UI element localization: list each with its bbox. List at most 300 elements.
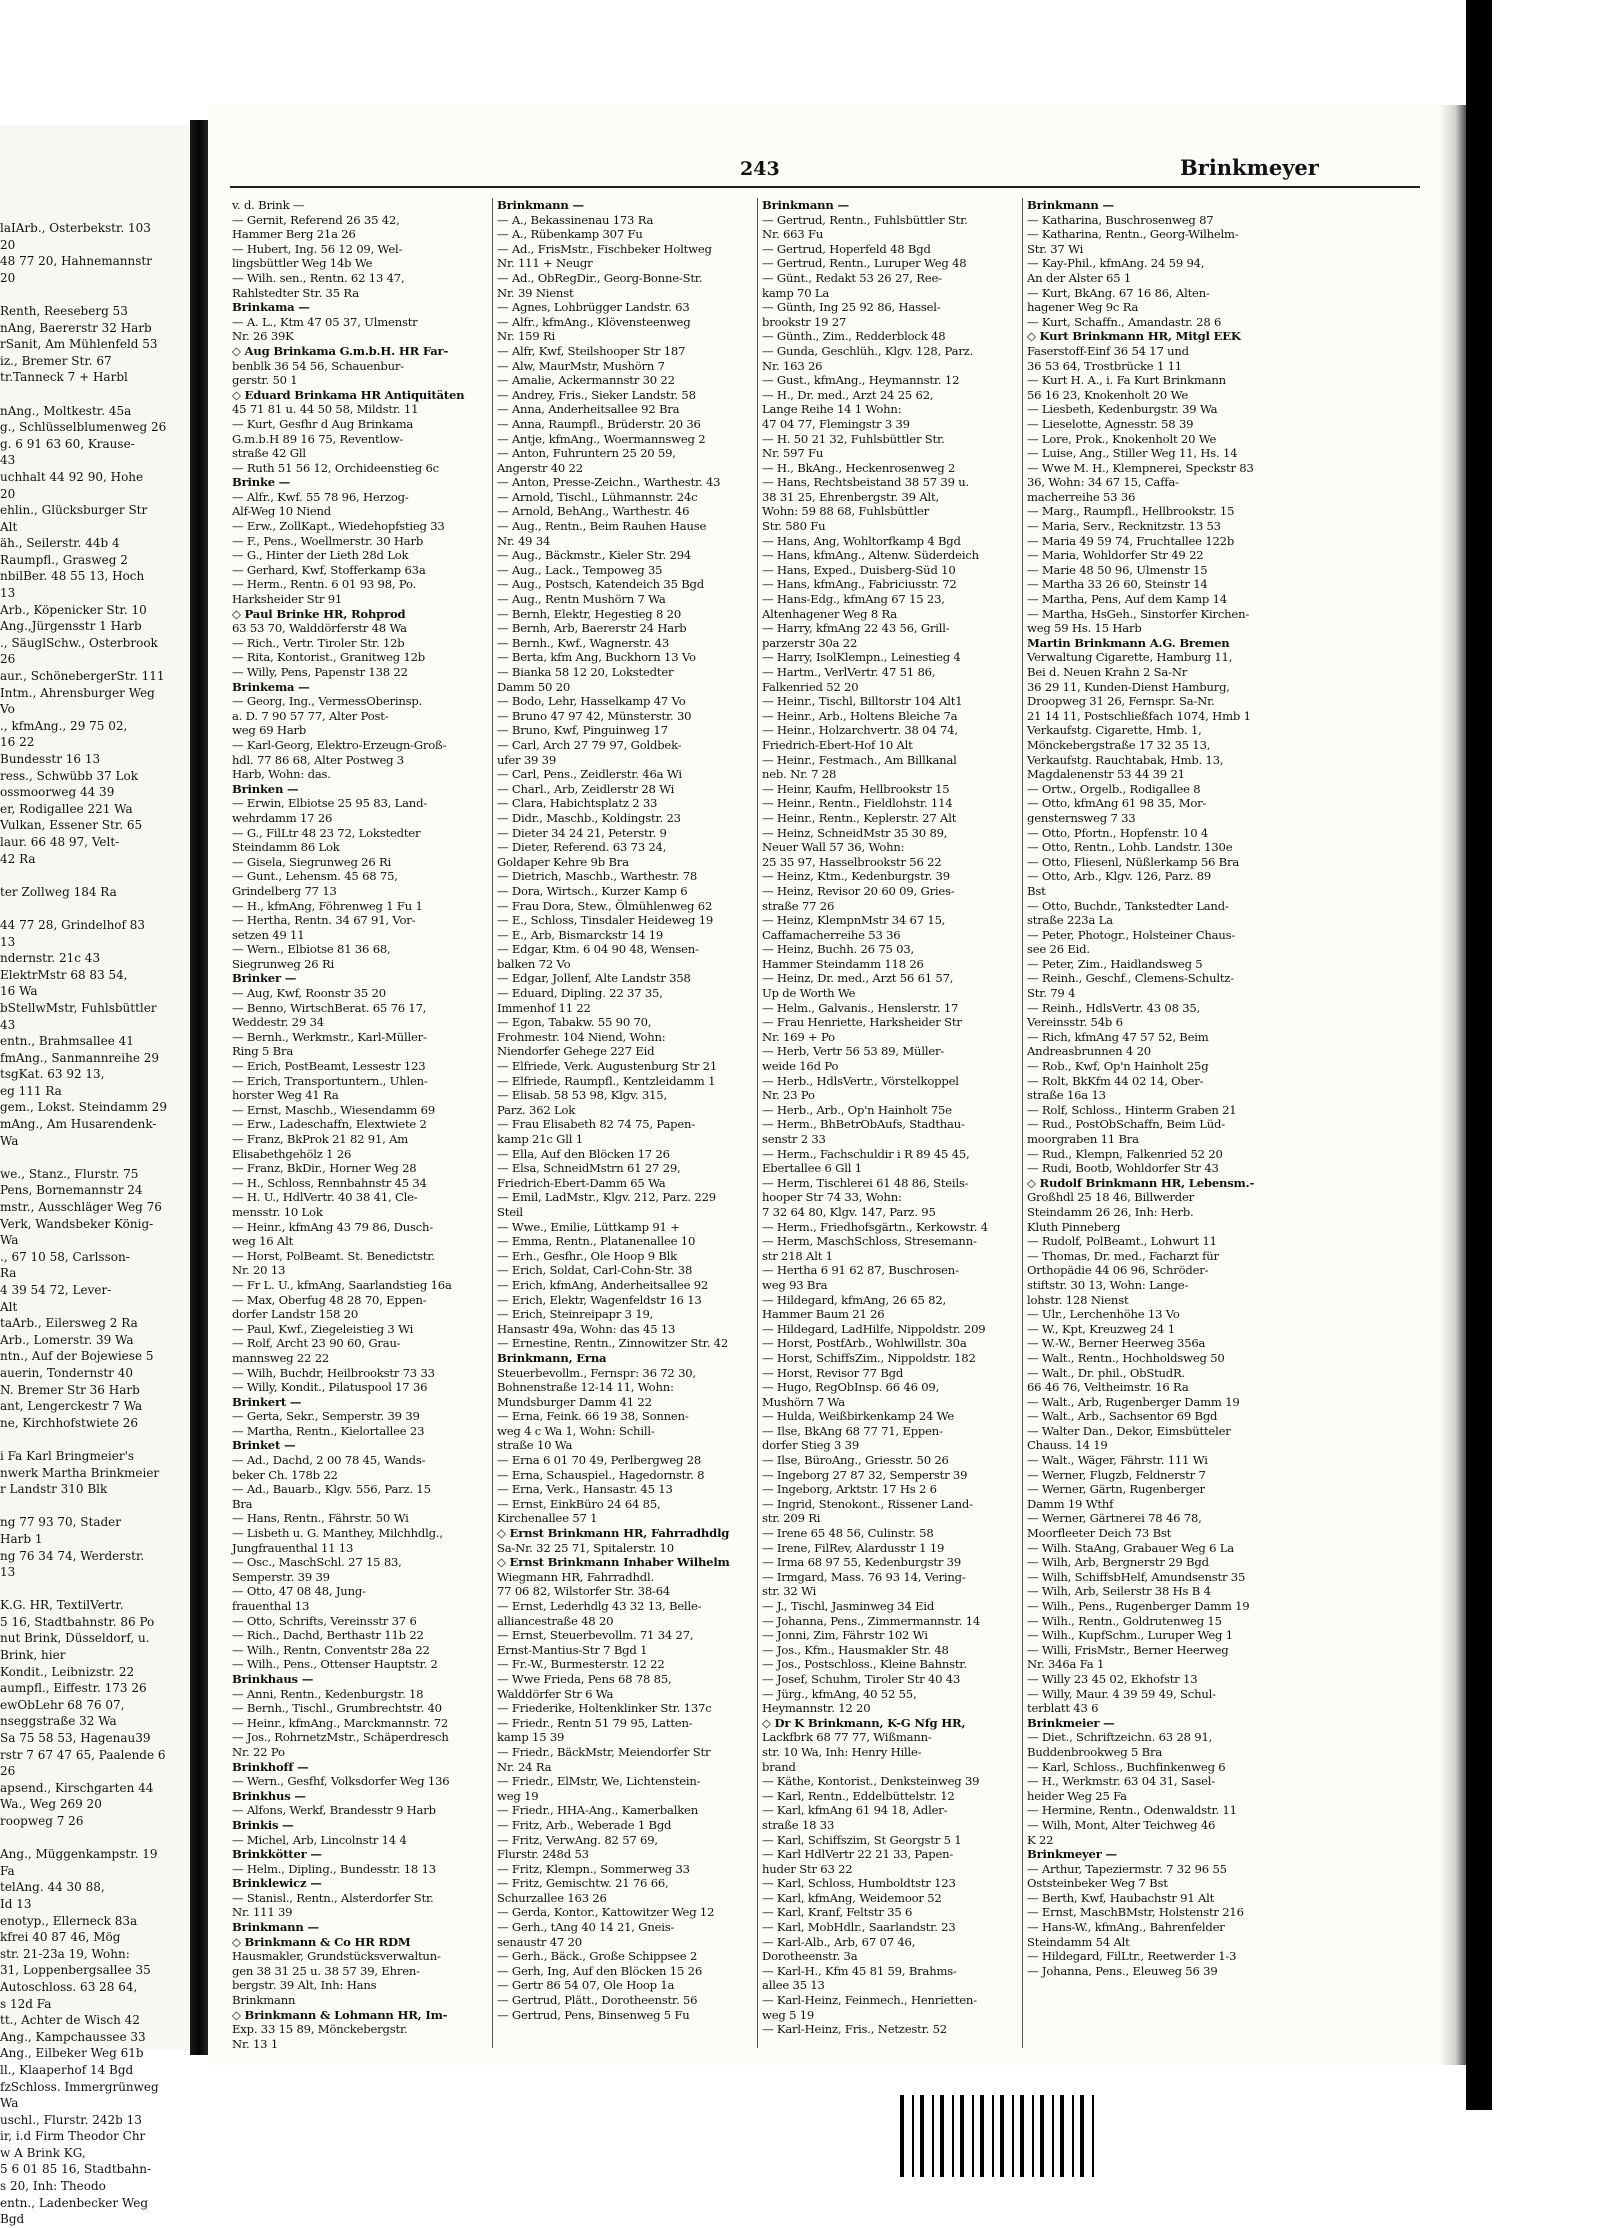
directory-entry-line: — H., Schloss, Rennbahnstr 45 34 — [232, 1175, 427, 1190]
directory-entry-line: — Martha 33 26 60, Steinstr 14 — [1027, 577, 1208, 592]
directory-entry-line: — Horst, PostfArb., Wohlwillstr. 30a — [762, 1336, 967, 1351]
directory-entry-line: — Wilh., Rentn., Goldrutenweg 15 — [1027, 1613, 1222, 1628]
left-page-line: 20 — [0, 486, 16, 501]
directory-entry-line: Harb, Wohn: das. — [232, 767, 331, 782]
left-page-line: auerin, Tondernstr 40 — [0, 1365, 133, 1380]
directory-entry-line: Brinken — — [232, 781, 299, 796]
directory-entry-line: Droopweg 31 26, Fernspr. Sa-Nr. — [1027, 694, 1215, 709]
directory-entry-line: — Walt., Rentn., Hochholdsweg 50 — [1027, 1350, 1225, 1365]
directory-entry-line: — Gerh., tAng 40 14 21, Gneis- — [497, 1920, 675, 1935]
directory-entry-line: Up de Worth We — [762, 986, 856, 1001]
directory-entry-line: gensternsweg 7 33 — [1027, 810, 1136, 825]
left-page-line: ll., Klaaperhof 14 Bgd — [0, 2062, 134, 2077]
left-page-line: ossmoorweg 44 39 — [0, 785, 115, 800]
left-page-line: fzSchloss. Immergrünweg — [0, 2079, 159, 2094]
left-page-line: ng 77 93 70, Stader — [0, 1515, 122, 1530]
left-page-line: 5 6 01 85 16, Stadtbahn- — [0, 2162, 152, 2177]
directory-entry-line: — Bernh., Werkmstr., Karl-Müller- — [232, 1029, 427, 1044]
directory-entry-line: ◇ Paul Brinke HR, Rohprod — [232, 606, 406, 621]
directory-entry-line: — H., kfmAng, Föhrenweg 1 Fu 1 — [232, 898, 423, 913]
directory-entry-line: — Friedr., ElMstr, We, Lichtenstein- — [497, 1774, 701, 1789]
directory-entry-line: — Marie 48 50 96, Ulmenstr 15 — [1027, 562, 1208, 577]
left-page-line: gem., Lokst. Steindamm 29 — [0, 1100, 168, 1115]
directory-entry-line: — Karl-Georg, Elektro-Erzeugn-Groß- — [232, 737, 447, 752]
directory-entry-line: — Max, Oberfug 48 28 70, Eppen- — [232, 1292, 427, 1307]
left-page-line: s 20, Inh: Theodo — [0, 2179, 106, 2194]
directory-entry-line: huder Str 63 22 — [762, 1861, 853, 1876]
directory-entry-line: — Otto, Buchdr., Tankstedter Land- — [1027, 898, 1229, 913]
directory-entry-line: Brinklewicz — — [232, 1876, 322, 1891]
left-page-line: Fa — [0, 1863, 15, 1878]
directory-entry-line: — Heinr., Festmach., Am Billkanal — [762, 752, 957, 767]
left-page-line: nwerk Martha Brinkmeier — [0, 1465, 160, 1480]
directory-entry-line: — Gertrud, Pens, Binsenweg 5 Fu — [497, 2007, 690, 2022]
directory-entry-line: Schurzallee 163 26 — [497, 1890, 607, 1905]
directory-entry-line: — Arnold, BehAng., Warthestr. 46 — [497, 504, 690, 519]
directory-entry-line: — Friederike, Holtenklinker Str. 137c — [497, 1701, 712, 1716]
directory-entry-line: Jungfrauenthal 11 13 — [232, 1540, 354, 1555]
directory-entry-line: — Herm., Friedhofsgärtn., Kerkowstr. 4 — [762, 1219, 988, 1234]
directory-entry-line: Damm 50 20 — [497, 679, 571, 694]
directory-entry-line: Steindamm 26 26, Inh: Herb. — [1027, 1204, 1194, 1219]
left-page-line: nAng, Baererstr 32 Harb — [0, 320, 152, 335]
directory-entry-line: Hammer Berg 21a 26 — [232, 227, 356, 242]
directory-entry-line: — Liesbeth, Kedenburgstr. 39 Wa — [1027, 402, 1218, 417]
left-page-line: r Landstr 310 Blk — [0, 1482, 108, 1497]
directory-entry-line: — Kurt, Schaffn., Amandastr. 28 6 — [1027, 314, 1222, 329]
left-page-line: Wa — [0, 1233, 19, 1248]
directory-entry-line: Brinket — — [232, 1438, 296, 1453]
directory-entry-line: — Lore, Prok., Knokenholt 20 We — [1027, 431, 1217, 446]
directory-entry-line: Großhdl 25 18 46, Billwerder — [1027, 1190, 1195, 1205]
directory-column-1 — [232, 198, 487, 2051]
left-page-line: 16 22 — [0, 735, 35, 750]
directory-entry-line: Hansastr 49a, Wohn: das 45 13 — [497, 1321, 676, 1336]
left-page-line: rSanit, Am Mühlenfeld 53 — [0, 337, 158, 352]
left-page-line: 48 77 20, Hahnemannstr — [0, 254, 152, 269]
directory-entry-line: straße 77 26 — [762, 898, 835, 913]
left-page-line: g., Schlüsselblumenweg 26 — [0, 420, 167, 435]
directory-entry-line: Lange Reihe 14 1 Wohn: — [762, 402, 902, 417]
directory-entry-line: moorgraben 11 Bra — [1027, 1132, 1139, 1146]
directory-entry-line: — Wilh, SchiffsbHelf, Amundsenstr 35 — [1027, 1569, 1246, 1584]
page-edge-shadow — [1440, 105, 1468, 2065]
directory-entry-line: — Maria 49 59 74, Fruchtallee 122b — [1027, 533, 1235, 548]
directory-entry-line: straße 223a La — [1027, 913, 1113, 928]
directory-entry-line: benblk 36 54 56, Schauenbur- — [232, 358, 404, 373]
directory-entry-line: — Horst, SchiffsZim., Nippoldstr. 182 — [762, 1350, 976, 1365]
directory-entry-line: ◇ Ernst Brinkmann HR, Fahrradhdlg — [497, 1526, 730, 1541]
directory-entry-line: ◇ Kurt Brinkmann HR, Mitgl EEK — [1027, 329, 1241, 344]
directory-entry-line: — Franz, BkDir., Horner Weg 28 — [232, 1161, 417, 1176]
directory-entry-line: — Wern., Elbiotse 81 36 68, — [232, 942, 391, 957]
directory-entry-line: Nr. 20 13 — [232, 1263, 286, 1278]
directory-entry-line: — H., Werkmstr. 63 04 31, Sasel- — [1027, 1774, 1215, 1789]
directory-entry-line: — Otto, Rentn., Lohb. Landstr. 130e — [1027, 840, 1233, 855]
directory-entry-line: — Thomas, Dr. med., Facharzt für — [1027, 1248, 1219, 1263]
directory-entry-line: Mönckebergstraße 17 32 35 13, — [1027, 737, 1211, 752]
directory-entry-line: — Ad., FrisMstr., Fischbeker Holtweg — [497, 241, 712, 256]
directory-entry-line: Brinkkötter — — [232, 1847, 322, 1862]
directory-entry-line: — Heinz, Ktm., Kedenburgstr. 39 — [762, 869, 950, 884]
left-page-line — [0, 1498, 192, 1515]
column-divider — [1022, 198, 1023, 2048]
directory-entry-line: — Peter, Zim., Haidlandsweg 5 — [1027, 956, 1203, 971]
directory-entry-line: — Gisela, Siegrunweg 26 Ri — [232, 854, 392, 869]
left-page-line: ir, i.d Firm Theodor Chr — [0, 2129, 146, 2144]
directory-entry-line: Niendorfer Gehege 227 Eid — [497, 1044, 655, 1059]
directory-entry-line: — Erich, PostBeamt, Lessestr 123 — [232, 1059, 426, 1074]
directory-entry-line: — Karl, MobHdlr., Saarlandstr. 23 — [762, 1920, 956, 1935]
directory-entry-line: — Karl, Schiffszim, St Georgstr 5 1 — [762, 1832, 962, 1847]
left-page-line: ter Zollweg 184 Ra — [0, 884, 117, 899]
directory-entry-line: — Jürg., kfmAng, 40 52 55, — [762, 1686, 917, 1701]
left-page-line: 5 16, Stadtbahnstr. 86 Po — [0, 1614, 155, 1629]
directory-entry-line: — Luise, Ang., Stiller Weg 11, Hs. 14 — [1027, 446, 1238, 461]
directory-entry-line: — Carl, Pens., Zeidlerstr. 46a Wi — [497, 767, 682, 782]
directory-entry-line: — Willy, Kondit., Pilatuspool 17 36 — [232, 1380, 428, 1395]
directory-entry-line: — Marg., Raumpfl., Hellbrookstr. 15 — [1027, 504, 1235, 519]
directory-entry-line: — Maria, Serv., Recknitzstr. 13 53 — [1027, 519, 1221, 534]
left-page-line: Wa — [0, 2096, 19, 2111]
directory-entry-line: An der Alster 65 1 — [1027, 270, 1132, 285]
directory-entry-line: Moorfleeter Deich 73 Bst — [1027, 1526, 1172, 1541]
directory-entry-line: Grindelberg 77 13 — [232, 883, 337, 898]
directory-entry-line: — Hans, Exped., Duisberg-Süd 10 — [762, 562, 956, 577]
directory-entry-line: Harksheider Str 91 — [232, 592, 343, 607]
directory-entry-line: — Wilh, Arb, Seilerstr 38 Hs B 4 — [1027, 1584, 1211, 1599]
directory-entry-line: — Ortw., Orgelb., Rodigallee 8 — [1027, 781, 1201, 796]
directory-entry-line: lingsbüttler Weg 14b We — [232, 256, 373, 271]
directory-entry-line: — Elisab. 58 53 98, Klgv. 315, — [497, 1088, 667, 1103]
directory-entry-line: — Ulr., Lerchenhöhe 13 Vo — [1027, 1307, 1180, 1322]
left-page-line: laIArb., Osterbekstr. 103 — [0, 221, 151, 235]
directory-entry-line: — Ernst, EinkBüro 24 64 85, — [497, 1496, 661, 1511]
left-page-line: 44 77 28, Grindelhof 83 — [0, 917, 146, 932]
directory-entry-line: Wiegmann HR, Fahrradhdl. — [497, 1569, 654, 1584]
left-page-line — [0, 1830, 192, 1847]
directory-entry-line: — Josef, Schuhm, Tiroler Str 40 43 — [762, 1671, 961, 1686]
directory-entry-line: — Rob., Kwf, Op'n Hainholt 25g — [1027, 1059, 1209, 1074]
left-page-line: ne, Kirchhofstwiete 26 — [0, 1415, 139, 1430]
directory-entry-line: — Wilh, Arb, Bergnerstr 29 Bgd — [1027, 1555, 1209, 1570]
directory-entry-line: — Wilh., Pens., Rugenberger Damm 19 — [1027, 1599, 1250, 1613]
directory-entry-line: — Agnes, Lohbrügger Landstr. 63 — [497, 300, 690, 315]
directory-entry-line: — Karl-Alb., Arb, 67 07 46, — [762, 1934, 916, 1949]
directory-entry-line: — Gunda, Geschlüh., Klgv. 128, Parz. — [762, 343, 974, 358]
directory-entry-line: — Otto, Pfortn., Hopfenstr. 10 4 — [1027, 825, 1209, 840]
directory-entry-line: — Rich, kfmAng 47 57 52, Beim — [1027, 1029, 1209, 1044]
directory-entry-line: — Otto, Arb., Klgv. 126, Parz. 89 — [1027, 869, 1212, 884]
directory-entry-line: weg 59 Hs. 15 Harb — [1027, 621, 1142, 636]
directory-entry-line: senaustr 47 20 — [497, 1934, 582, 1949]
directory-entry-line: — Arthur, Tapeziermstr. 7 32 96 55 — [1027, 1861, 1227, 1876]
directory-entry-line: ◇ Brinkmann & Co HR RDM — [232, 1934, 411, 1949]
directory-entry-line: — Willy, Maur. 4 39 59 49, Schul- — [1027, 1686, 1216, 1701]
directory-entry-line: — Heinz, Revisor 20 60 09, Gries- — [762, 883, 955, 898]
directory-entry-line: Str. 37 Wi — [1027, 241, 1084, 256]
directory-entry-line: Caffamacherreihe 53 36 — [762, 927, 901, 942]
directory-entry-line: — Aug., Lack., Tempoweg 35 — [497, 562, 663, 577]
directory-entry-line: Goldaper Kehre 9b Bra — [497, 854, 629, 869]
directory-entry-line: — Ernst, Lederhdlg 43 32 13, Belle- — [497, 1599, 702, 1613]
directory-entry-line: — Fr L. U., kfmAng, Saarlandstieg 16a — [232, 1277, 452, 1292]
directory-entry-line: — Ernestine, Rentn., Zinnowitzer Str. 42 — [497, 1336, 729, 1351]
directory-entry-line: — Bernh., Tischl., Grumbrechtstr. 40 — [232, 1701, 442, 1716]
directory-entry-line: — Bernh, Arb, Baererstr 24 Harb — [497, 621, 687, 636]
directory-entry-line: Nr. 22 Po — [232, 1744, 285, 1759]
directory-entry-line: — Otto, kfmAng 61 98 35, Mor- — [1027, 796, 1207, 811]
header-rule — [230, 186, 1420, 188]
directory-entry-line: Vereinsstr. 54b 6 — [1027, 1015, 1123, 1030]
directory-entry-line: ◇ Ernst Brinkmann Inhaber Wilhelm — [497, 1555, 730, 1570]
left-page-line: Renth, Reeseberg 53 — [0, 303, 128, 318]
directory-entry-line: — Kurt, BkAng. 67 16 86, Alten- — [1027, 285, 1210, 300]
directory-column-2 — [497, 198, 752, 2048]
directory-entry-line: — Martha, Rentn., Kielortallee 23 — [232, 1423, 425, 1438]
left-page-line: ndernstr. 21c 43 — [0, 951, 101, 966]
directory-entry-line: — G., FilLtr 48 23 72, Lokstedter — [232, 825, 421, 840]
left-page-line — [0, 900, 192, 917]
directory-entry-line: — Hans, Ang, Wohltorfkamp 4 Bgd — [762, 533, 961, 548]
left-page-line — [0, 386, 192, 403]
left-page-line: w A Brink KG, — [0, 2145, 86, 2160]
directory-entry-line: — Ad., Dachd, 2 00 78 45, Wands- — [232, 1453, 426, 1468]
directory-entry-line: — Wilh., KupfSchm., Luruper Weg 1 — [1027, 1628, 1233, 1643]
directory-entry-line: horster Weg 41 Ra — [232, 1088, 339, 1103]
directory-entry-line: — Ad., Bauarb., Klgv. 556, Parz. 15 — [232, 1482, 431, 1497]
left-page-line: ., kfmAng., 29 75 02, — [0, 718, 128, 733]
directory-entry-line: Falkenried 52 20 — [762, 679, 859, 694]
directory-entry-line: G.m.b.H 89 16 75, Reventlow- — [232, 431, 404, 446]
left-page-line: 13 — [0, 586, 16, 601]
directory-entry-line: — Andrey, Fris., Sieker Landstr. 58 — [497, 387, 696, 402]
directory-entry-line: Buddenbrookweg 5 Bra — [1027, 1744, 1163, 1759]
directory-entry-line: — Erw., ZollKapt., Wiedehopfstieg 33 — [232, 519, 445, 534]
directory-entry-line: — Willi, FrisMstr., Berner Heerweg — [1027, 1642, 1229, 1657]
directory-entry-line: — Michel, Arb, Lincolnstr 14 4 — [232, 1832, 407, 1847]
directory-entry-line: Ernst-Mantius-Str 7 Bgd 1 — [497, 1642, 648, 1657]
directory-entry-line: — Elfriede, Verk. Augustenburg Str 21 — [497, 1059, 717, 1074]
directory-entry-line: — Katharina, Buschrosenweg 87 — [1027, 212, 1214, 227]
directory-entry-line: Brinkmann — [232, 1993, 296, 2008]
directory-entry-line: — Heinr., kfmAng 43 79 86, Dusch- — [232, 1219, 433, 1234]
directory-entry-line: Flurstr. 248d 53 — [497, 1847, 589, 1862]
directory-entry-line: — H. 50 21 32, Fuhlsbüttler Str. — [762, 431, 945, 446]
directory-entry-line: — Hans, Rechtsbeistand 38 57 39 u. — [762, 475, 969, 490]
left-page-line: Wa., Weg 269 20 — [0, 1797, 102, 1812]
directory-entry-line: — W., Kpt, Kreuzweg 24 1 — [1027, 1321, 1175, 1336]
directory-entry-line: — Willy 23 45 02, Ekhofstr 13 — [1027, 1671, 1198, 1686]
directory-entry-line: — Erna, Verk., Hansastr. 45 13 — [497, 1482, 673, 1497]
directory-entry-line: Nr. 26 39K — [232, 329, 294, 344]
directory-entry-line: Magdalenenstr 53 44 39 21 — [1027, 767, 1185, 782]
directory-entry-line: — Rich., Vertr. Tiroler Str. 12b — [232, 635, 405, 650]
directory-entry-line: — Osc., MaschSchl. 27 15 83, — [232, 1555, 402, 1570]
directory-entry-line: beker Ch. 178b 22 — [232, 1467, 338, 1482]
directory-entry-line: 7 32 64 80, Klgv. 147, Parz. 95 — [762, 1204, 936, 1219]
directory-entry-line: Str. 580 Fu — [762, 519, 826, 534]
directory-entry-line: — W.-W., Berner Heerweg 356a — [1027, 1336, 1206, 1351]
directory-entry-line: — Aug., Rentn Mushörn 7 Wa — [497, 592, 666, 607]
directory-entry-line: weg 93 Bra — [762, 1277, 828, 1292]
directory-entry-line: — Stanisl., Rentn., Alsterdorfer Str. — [232, 1890, 434, 1905]
directory-entry-line: — Hertha, Rentn. 34 67 91, Vor- — [232, 913, 416, 928]
directory-entry-line: — Dietrich, Maschb., Warthestr. 78 — [497, 869, 698, 884]
directory-entry-line: — Gertrud, Rentn., Fuhlsbüttler Str. — [762, 212, 968, 227]
directory-entry-line: — Fritz, Arb., Weberade 1 Bgd — [497, 1817, 672, 1832]
left-page-line — [0, 867, 192, 884]
left-page-line: Id 13 — [0, 1896, 32, 1911]
left-page-line: g. 6 91 63 60, Krause- — [0, 436, 135, 451]
left-page-line: Alt — [0, 1299, 18, 1314]
directory-entry-line: — Rud., Klempn, Falkenried 52 20 — [1027, 1146, 1223, 1161]
directory-entry-line: — Reinh., HdlsVertr. 43 08 35, — [1027, 1000, 1201, 1015]
directory-entry-line: K 22 — [1027, 1832, 1054, 1847]
left-page-line: ewObLehr 68 76 07, — [0, 1697, 125, 1712]
left-page-line: apsend., Kirschgarten 44 — [0, 1780, 154, 1795]
directory-entry-line: — Walt., Arb., Sachsentor 69 Bgd — [1027, 1409, 1218, 1424]
directory-entry-line: — Karl-Heinz, Feinmech., Henrietten- — [762, 1993, 977, 2008]
directory-entry-line: — Jos., Kfm., Hausmakler Str. 48 — [762, 1642, 949, 1657]
left-page-line: entn., Brahmsallee 41 — [0, 1034, 134, 1049]
directory-entry-line: setzen 49 11 — [232, 927, 305, 942]
directory-entry-line: — Walt., Dr. phil., ObStudR. — [1027, 1365, 1186, 1380]
left-page-line: Bundesstr 16 13 — [0, 752, 101, 766]
directory-entry-line: ◇ Aug Brinkama G.m.b.H. HR Far- — [232, 343, 449, 358]
left-page-line: äh., Seilerstr. 44b 4 — [0, 536, 120, 551]
directory-entry-line: — Karl-Heinz, Fris., Netzestr. 52 — [762, 2022, 947, 2037]
left-page-line: nbilBer. 48 55 13, Hoch — [0, 569, 145, 584]
directory-entry-line: — Wwe., Emilie, Lüttkamp 91 + — [497, 1219, 680, 1234]
directory-entry-line: Hausmakler, Grundstücksverwaltun- — [232, 1949, 441, 1964]
directory-entry-line: straße 18 33 — [762, 1817, 835, 1832]
directory-entry-line: — Werner, Gärtn, Rugenberger — [1027, 1482, 1205, 1497]
directory-entry-line: Immenhof 11 22 — [497, 1000, 591, 1015]
directory-entry-line: Brinkmeyer — — [1027, 1847, 1117, 1862]
directory-entry-line: — Fr.-W., Burmesterstr. 12 22 — [497, 1657, 665, 1672]
directory-entry-line: bergstr. 39 Alt, Inh: Hans — [232, 1978, 377, 1993]
directory-entry-line: 25 35 97, Hasselbrookstr 56 22 — [762, 854, 942, 869]
directory-entry-line: dorfer Landstr 158 20 — [232, 1307, 359, 1322]
directory-entry-line: — Hartm., VerlVertr. 47 51 86, — [762, 665, 936, 679]
directory-entry-line: — Walter Dan., Dekor, Eimsbütteler — [1027, 1423, 1231, 1438]
directory-entry-line: — Rud., PostObSchaffn, Beim Lüd- — [1027, 1117, 1225, 1132]
directory-entry-line: — Anna, Raumpfl., Brüderstr. 20 36 — [497, 416, 701, 431]
directory-entry-line: 66 46 76, Veltheimstr. 16 Ra — [1027, 1380, 1189, 1395]
left-page-line: 26 — [0, 1764, 16, 1779]
directory-entry-line: gerstr. 50 1 — [232, 373, 298, 388]
directory-entry-line: — Herm., Rentn. 6 01 93 98, Po. — [232, 577, 417, 592]
directory-entry-line: Ebertallee 6 Gll 1 — [762, 1161, 862, 1176]
directory-entry-line: — Alfr., Kwf. 55 78 96, Herzog- — [232, 489, 409, 504]
column-divider — [757, 198, 758, 2048]
directory-entry-line: ◇ Rudolf Brinkmann HR, Lebensm.- — [1027, 1175, 1255, 1190]
directory-entry-line: mannsweg 22 22 — [232, 1350, 330, 1365]
directory-entry-line: — Harry, IsolKlempn., Leinestieg 4 — [762, 650, 961, 665]
directory-entry-line: — Irene, FilRev, Alardusstr 1 19 — [762, 1540, 945, 1555]
left-page-line: ntn., Auf der Bojewiese 5 — [0, 1349, 154, 1364]
directory-entry-line: gen 38 31 25 u. 38 57 39, Ehren- — [232, 1963, 420, 1978]
directory-entry-line: — Edgar, Ktm. 6 04 90 48, Wensen- — [497, 942, 699, 957]
directory-entry-line: Wohn: 59 88 68, Fuhlsbüttler — [762, 504, 929, 519]
directory-entry-line: Brinkis — — [232, 1817, 294, 1832]
directory-entry-line: — Benno, WirtschBerat. 65 76 17, — [232, 1000, 427, 1015]
directory-entry-line: — Hans, kfmAng., Fabriciusstr. 72 — [762, 577, 957, 592]
directory-entry-line: — Wilh., Rentn, Conventstr 28a 22 — [232, 1642, 430, 1657]
directory-entry-line: Hammer Baum 21 26 — [762, 1307, 885, 1322]
directory-entry-line: Hammer Steindamm 118 26 — [762, 956, 924, 971]
directory-entry-line: allee 35 13 — [762, 1978, 825, 1993]
directory-entry-line: — Gerda, Kontor., Kattowitzer Weg 12 — [497, 1905, 715, 1920]
directory-entry-line: a. D. 7 90 57 77, Alter Post- — [232, 708, 389, 723]
directory-entry-line: — Heinz, KlempnMstr 34 67 15, — [762, 913, 946, 928]
directory-entry-line: Ring 5 Bra — [232, 1044, 294, 1059]
directory-entry-line: 77 06 82, Wilstorfer Str. 38-64 — [497, 1584, 671, 1599]
directory-entry-line: Brinke — — [232, 475, 291, 490]
left-page-line — [0, 1581, 192, 1598]
directory-entry-line: — Karl, Kranf, Feltstr 35 6 — [762, 1905, 913, 1920]
directory-entry-line: brookstr 19 27 — [762, 314, 847, 329]
directory-entry-line: — Paul, Kwf., Ziegeleistieg 3 Wi — [232, 1321, 414, 1336]
left-page — [0, 125, 192, 2227]
left-page-line: ant, Lengerckestr 7 Wa — [0, 1399, 143, 1414]
left-page-line: ng 76 34 74, Werderstr. — [0, 1548, 145, 1563]
left-page-line: er, Rodigallee 221 Wa — [0, 801, 133, 816]
directory-entry-line: — Erna, Feink. 66 19 38, Sonnen- — [497, 1409, 689, 1424]
directory-entry-line: straße 10 Wa — [497, 1438, 573, 1453]
directory-entry-line: str. 10 Wa, Inh: Henry Hille- — [762, 1744, 922, 1759]
directory-entry-line: 36 53 64, Trostbrücke 1 11 — [1027, 358, 1182, 373]
directory-entry-line: — Irmgard, Mass. 76 93 14, Vering- — [762, 1569, 966, 1584]
directory-entry-line: Brinkhus — — [232, 1788, 306, 1803]
left-page-line: Verk, Wandsbeker König- — [0, 1216, 154, 1231]
left-page-line: K.G. HR, TextilVertr. — [0, 1598, 124, 1613]
directory-entry-line: — E., Schloss, Tinsdaler Heideweg 19 — [497, 913, 714, 928]
directory-entry-line: 36 29 11, Kunden-Dienst Hamburg, — [1027, 679, 1230, 694]
directory-entry-line: Neuer Wall 57 36, Wohn: — [762, 840, 905, 855]
left-page-line: Ra — [0, 1266, 17, 1281]
left-page-line: uschl., Flurstr. 242b 13 — [0, 2112, 142, 2127]
directory-entry-line: — Edgar, Jollenf, Alte Landstr 358 — [497, 971, 691, 986]
directory-entry-line: — Franz, BkProk 21 82 91, Am — [232, 1132, 409, 1146]
directory-entry-line: — H. U., HdlVertr. 40 38 41, Cle- — [232, 1190, 418, 1205]
directory-entry-line: — Frau Elisabeth 82 74 75, Papen- — [497, 1117, 696, 1132]
directory-entry-line: str. 209 Ri — [762, 1511, 821, 1526]
directory-entry-line: — Hertha 6 91 62 87, Buschrosen- — [762, 1263, 959, 1278]
directory-entry-line: — Herb, Vertr 56 53 89, Müller- — [762, 1044, 945, 1059]
directory-entry-line: — Erich, kfmAng, Anderheitsallee 92 — [497, 1277, 709, 1292]
directory-entry-line: — Johanna, Pens., Zimmermannstr. 14 — [762, 1613, 981, 1628]
left-page-line: 42 Ra — [0, 851, 36, 866]
directory-entry-line: — Wwe Frieda, Pens 68 78 85, — [497, 1671, 672, 1686]
directory-entry-line: Brinkhaus — — [232, 1671, 314, 1686]
directory-entry-line: Brinkert — — [232, 1394, 302, 1409]
left-page-line: we., Stanz., Flurstr. 75 — [0, 1166, 139, 1181]
directory-entry-line: — Gerh., Bäck., Große Schippsee 2 — [497, 1949, 698, 1964]
directory-entry-line: — E., Arb, Bismarckstr 14 19 — [497, 927, 664, 942]
left-page-line: Sa 75 58 53, Hagenau39 — [0, 1731, 151, 1746]
directory-entry-line: — Aug, Kwf, Roonstr 35 20 — [232, 986, 386, 1001]
directory-entry-line: — Käthe, Kontorist., Denksteinweg 39 — [762, 1774, 980, 1789]
directory-entry-line: Verkaufstg. Rauchtabak, Hmb. 13, — [1027, 752, 1224, 767]
directory-entry-line: Nr. 39 Nienst — [497, 285, 574, 300]
directory-entry-line: — Hildegard, FilLtr., Reetwerder 1-3 — [1027, 1949, 1237, 1964]
directory-entry-line: — Carl, Arch 27 79 97, Goldbek- — [497, 737, 682, 752]
directory-entry-line: — Rolt, BkKfm 44 02 14, Ober- — [1027, 1073, 1204, 1088]
directory-entry-line: — Gertrud, Hoperfeld 48 Bgd — [762, 241, 931, 256]
left-page-line: 4 39 54 72, Lever- — [0, 1283, 112, 1297]
